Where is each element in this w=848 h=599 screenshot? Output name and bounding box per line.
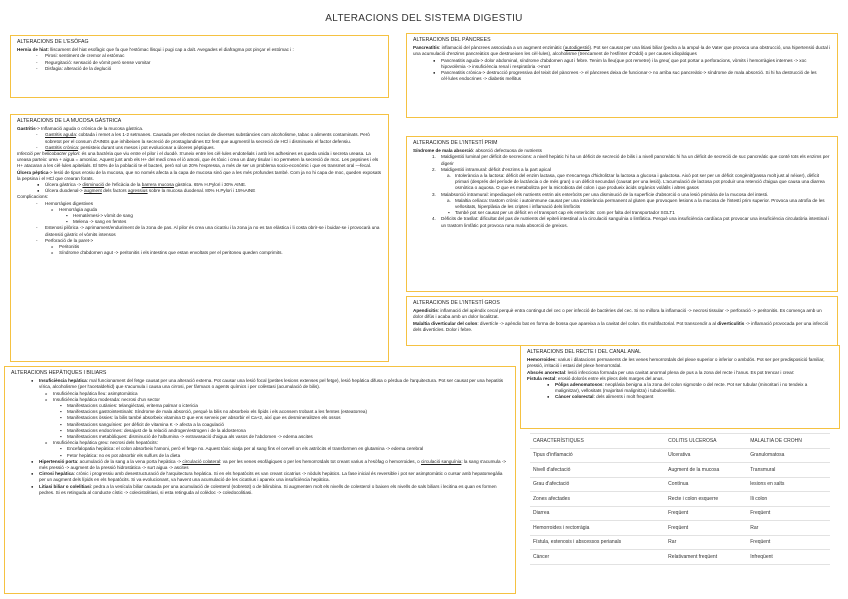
ulc2-u2: agressius — [127, 188, 148, 194]
comparison-table — [530, 433, 830, 565]
pol-term: Pòlips adenomatosos — [555, 382, 603, 388]
ulcera-text: -> lesió de tipus erosiu de la mucosa, que no només afecta a la capa de mucosa sinó que a les més profundes també. Com ja no hi capa de moc, queden exposats la pepsina i el HCl que crearan forats. — [17, 169, 382, 181]
aguda-text: : cobtada i remet a les 1-2 setmanes. Causada per efectes nocius de diverses substàncies com alcoholisme, tabac o aliments contaminats. Però sobretot per el consum d'AINEs que inhibeixen la secreció de prostaglandines E2 fent que augmentil la secreció de HCl i disminueix el factor defensiu. — [45, 132, 370, 144]
ulcera-term: Úlcera pèptica — [17, 169, 49, 175]
ulc2-b: dels factors — [101, 188, 128, 194]
page-title: ALTERACIONS DEL SISTEMA DIGESTIU — [325, 13, 523, 24]
panc-term: Pancreatitis — [413, 45, 440, 51]
cirrosi — [11, 471, 509, 483]
lit-term: Litiasi biliar o colelitiasi — [39, 483, 91, 489]
pancrees-heading: ALTERACIONS DEL PÀNCREES — [413, 37, 491, 43]
num-label: 1. — [432, 154, 436, 160]
ulc1-b: de l'eficàcia de la — [104, 182, 142, 188]
ins-lleu: o Insuficiència hepàtica lleu: asimptomàtica — [11, 391, 509, 397]
ulc2-c: sobre la mucosa duodenal. 80% H.Pylori i 15%AINE — [147, 188, 256, 194]
panc-aguda: ● Pancreatitis aguda-> dolor abdominal, síndrome d'abdomen agut i febre. Tenim la lleu(que pot remetre) i la greu( que pot portar a perforacions, vòmits i hemorràgies internes -> xoc hipovolèmia -> insuficiència renal i respiratòria ->mort — [413, 58, 831, 70]
recte-heading: ALTERACIONS DEL RECTE I DEL CANAL ANAL — [527, 349, 642, 355]
table-cell: Diarrea — [530, 506, 665, 521]
table-cell: Ulcerativa — [665, 448, 747, 463]
intesti-heading: ALTERACIONS DE L'INTESTÍ PRIM — [413, 140, 498, 146]
table-cell: Transmural — [747, 463, 830, 478]
pol-text: : neoplàsia benigna a la zona del colon sigmoïde o del recte. Pot ser tubular (minoritari i no tendeix a malignitzar), vellositats (majoritari malignitza) i tubulovellós. — [555, 382, 808, 394]
ulc2-a: Úlcera duodenal-> — [45, 188, 84, 194]
intesti-item — [413, 216, 831, 228]
fis-term: Fístula rectal — [527, 375, 556, 381]
table-header-row — [530, 434, 830, 449]
table-cell: Càncer — [530, 550, 665, 565]
hip-u2: circulació sanguínia — [421, 458, 462, 464]
table-row — [530, 521, 830, 536]
table-header: COLITIS ULCEROSA — [665, 434, 747, 449]
sind-text: : absorció defectuosa de nutrients — [473, 148, 542, 154]
fis-text: : erosió dolorós entre els plecs dels marges del anus. — [555, 375, 664, 381]
table-row — [530, 463, 830, 478]
perforacio-item: o Síndrome d'abdomen agut -> peritonitis i els intestins que estan envoltats per el peritoneu queden comprimits. — [17, 250, 382, 256]
num-label: 4. — [432, 216, 436, 222]
hip-c: : va per les venes esofàgiques o per les hemorroïdals tot creant varius a l'esòfag o hemorroides, o — [220, 458, 421, 464]
gastritis-term: Gastritis — [17, 126, 36, 132]
perforacio: - Perforació de la paret-> — [17, 238, 382, 244]
greu-item: ▪ Fetor hepàtica: no es pot absorbir els sulfurs de la dieta — [11, 453, 509, 459]
gros-heading: ALTERACIONS DE L'INTESTÍ GROS — [413, 300, 500, 306]
can-term: Càncer colorectal — [555, 394, 594, 400]
table-cell: Ili colon — [747, 492, 830, 507]
gastritis-text: -> Inflamació aguda o crònica de la mucosa gàstrica. — [35, 126, 144, 132]
hip-a: : acumulació de la sang a la vena porta hepàtica -> — [77, 458, 183, 464]
abs-term: Abscés anorectal — [527, 369, 566, 375]
table-cell: Freqüent — [747, 506, 830, 521]
mod-item: ▪ Manifestacions metabòliques: disminució de l'albumina -> extravasació d'aigua als vasos de l'abdomen -> edema ascites — [11, 434, 509, 440]
insuficiencia-hepatica — [11, 378, 509, 390]
hepatic-section — [4, 366, 516, 594]
esofag-heading: ALTERACIONS DE L'ESÒFAG — [17, 39, 89, 45]
mod-item: ▪ Manifestacions cutànies: telangièctasi, eritema palmar o ictericia — [11, 403, 509, 409]
table-row — [530, 506, 830, 521]
cronica-term: Gastritis crònica — [45, 144, 78, 150]
intesti-prim-section — [406, 136, 838, 292]
table-cell: Granulomatosa — [747, 448, 830, 463]
intesti-subitem — [413, 173, 831, 192]
hip-u1: circulació colateral — [182, 458, 221, 464]
table-cell: Freqüent — [747, 535, 830, 550]
hemorragia-item: ▪ Melena -> sang en femtes — [17, 219, 382, 225]
ulc1-u2: barrera mucosa — [141, 182, 174, 188]
table-header: CARACTERÍSTIQUES — [530, 434, 665, 449]
ulc1-u1: disminució — [82, 182, 105, 188]
sind-term: Síndrome de mala absorció — [413, 148, 473, 154]
cancer-colorectal — [527, 394, 833, 400]
infect-text: : és una bactèria que viu entre el pilor i el duodè. S'uneix entre les cèl·lules endotelials i amb les adhesines es queda unida i secreta ureasa. La ureasa parteix: urea + aigua = amoníac. Aquest junt amb els H+ del medi crea el ió amoni, que és tòxic i crea un dany tisular i no permeten la secreció de moc. Les pepsines i els H+ atacaran a les cèl·lules apitelials. El 50% de la població te el bacteri, però sol un 20% l'expressa, a més de ser un problema socio-econòmic i que es transmet oral —fecal. — [17, 151, 379, 169]
can-text: : dels aliments i molt freqüent — [593, 394, 654, 400]
mucosa-section — [10, 114, 389, 362]
table-row — [530, 535, 830, 550]
hip-term: Hipertensió porta — [39, 458, 78, 464]
intesti-subitem — [413, 198, 831, 210]
estenosi: - Estenosi pilòrica -> aprimament/enduriment de la zona de pas. Al pilor és crea una cicatriu i la zona ja no es tan elàstica i li costa obrir-se i buidar-se i provocarà una distensió gàstric el vòmits intensos — [17, 225, 382, 237]
ins-term: Insuficiència hepàtica — [39, 378, 87, 384]
intesti-gros-section — [406, 296, 838, 346]
perforacio-item: o Peritonitis — [17, 244, 382, 250]
intesti-subitem: ▪ També pot ser causat per un dèficit en el transport cap els enteròcits: com per falta del transportador SGLT1 — [413, 210, 831, 216]
table-cell: Grau d'afectació — [530, 477, 665, 492]
lit-text: : pedra a la vesícula biliar causada per una acumulació de colesterol (sobretot) o de bilirubina. Si augmenten molt els nivells de colesterol o baixen els nivells de sals biliars i lecitina es quan es formen pedres. Si es retinguda al conducte cístic -> colecistolitiasi, si esta retinguda al colèdoc -> coledocolitiasi. — [39, 483, 497, 495]
complicacions-label: Complicacions: — [17, 194, 49, 200]
intesti-subitem-text: Malaltia celíaca: trastorn crònic i autoimmune causat per una intolerància permanent al gluten que provoquen lesions a la mucosa de l'intestí prim superior. Provoca una atrofia de les vellositats, hiperplàsia de les criptes i inflamació dels limfòcits — [455, 197, 825, 210]
table-cell: Augment de la mucosa — [665, 463, 747, 478]
intesti-item — [413, 154, 831, 166]
intesti-item-text: Maldigestió luminal per dèficit de secrecions: a nivell hepàtic hi ha un dèficit de secreció de bilis i a nivell pancreàtic hi ha un dèficit de secreció de suc pancreàtic que conté tots els enzims per digerir — [441, 154, 830, 166]
mucosa-heading: ALTERACIONS DE LA MUCOSA GÀSTRICA — [17, 118, 122, 124]
cir-term: Cirrosi hepàtica — [39, 471, 74, 477]
intesti-item-text: Malabsorció intramural: impediaquel els nutrients entrin als enteròcits per una disminució de la superfície d'absorció o una lesió primària de la mucosa del intesti. — [441, 191, 769, 197]
table-cell: Recte i colon esquerre — [665, 492, 747, 507]
div-text: : divertícle -> apèndix bat en forma de bossa que apareixa a la cavitat del colon. És multifactorial. Pot transcendir a al — [477, 320, 718, 326]
esofag-item: - Regurgitació: sensació de vòmit però sense vomitar — [17, 60, 382, 66]
table-row — [530, 492, 830, 507]
ap-term: Apendicitis — [413, 308, 438, 314]
table-cell: Tipus d'inflamació — [530, 448, 665, 463]
infect-term: Infecció per helicobacter pylori — [17, 151, 80, 157]
table-cell: Nivell d'afectació — [530, 463, 665, 478]
recte-section — [520, 345, 840, 429]
table-cell: Freqüent — [665, 506, 747, 521]
div-text-2: -> inflamació provocada per una infecció dels divertícles. Dolor i febre. — [413, 320, 829, 332]
hem-term: Hemorroides — [527, 357, 556, 363]
hipertensio-porta — [11, 459, 509, 471]
polips — [527, 382, 833, 394]
table-cell: lesions en salts — [747, 477, 830, 492]
num-label: 2. — [432, 166, 436, 172]
letter-label: a. — [447, 173, 451, 179]
ap-text: : inflamació del apèndix cecal perquè entra contingut del cec o per infecció de bactèries del cec. Si no millora la inflamació -> necrosi tissular -> perforació -> peritonitis. Es comença amb un dolor difús i acaba amb un dolor localitzat. — [413, 308, 822, 320]
mod-item: ▪ Manifestacions endocrines: desajust de la relació androgen/estrogen i de la aldosterona — [11, 428, 509, 434]
table-cell: Zones afectades — [530, 492, 665, 507]
abs-text: : lesió infecciosa formada per una cavitat anormal plena de pus a la zona del recte i l'anus. Es pot trencar i crear: — [565, 369, 795, 375]
ulc1-a: Úlcera gàstrica -> — [45, 182, 83, 188]
div-term-2: diverticulitis — [717, 320, 745, 326]
ulc2-u1: augment — [83, 188, 102, 194]
table-cell: Fístula, estenosis i abscessos perianals — [530, 535, 665, 550]
table-cell: Rar — [665, 535, 747, 550]
litiasi — [11, 484, 509, 496]
pancrees-section — [406, 33, 838, 118]
hepatic-heading: ALTERACIONS HEPÀTIQUES I BILIARS — [11, 370, 107, 376]
cir-text: : crònic i progressiu amb desestructuració de l'arquitectura hepàtica. Si en els hepatòcits es van creant cicatrius -> nòduls hepàtics. La fase inicial és reversible i pot ser asimptomàtic o cursar amb hepatomegàlia per un augment dels lípids en els hepatòcits. Si va evolucionant, va havent una acumulació de les cicatrius i apareix una insuficiència hepàtica. — [39, 471, 503, 483]
table-cell: Rar — [747, 521, 830, 536]
table-row — [530, 477, 830, 492]
hem-text: : varius i dilatacions permanents de les venes hemorroïdals del plexe superior o inferior o ambdós. Pot ser per predisposició familiar, pressió, irritació i estasi del plexe hemorroïdal. — [527, 357, 825, 369]
esofag-item: - Pirosi: sentiment de cremor al estómac — [17, 53, 382, 59]
panc-a: : inflamació del pàncrees associada a un augment enzimàtic ( — [439, 45, 565, 51]
hernia-term: Hernia de hiat: — [17, 47, 49, 53]
cronica-text: : persisteix durant uns mesos i pot evolucionar a úlceres pèptiques. — [77, 144, 215, 150]
table-row — [530, 550, 830, 565]
esofag-section — [10, 35, 389, 98]
div-term: Malaltia diverticular del colon — [413, 320, 478, 326]
mod-item: ▪ Manifestacions sanguínies: per dèficit de vitamina K -> afecta a la coagulació — [11, 422, 509, 428]
panc-cronica: ● Pancreatitis crònica-> destrucció progressiva del teixit del pàncrees -> el pàncrees deixa de funcionar-> no arriba suc pancreàtic-> síndrome de mala absorció. Si hi ha destrucció de les cèl·lules endocrines -> diabetis mellitus — [413, 70, 831, 82]
num-label: 3. — [432, 191, 436, 197]
hip-d: : la sang s'acumula -> més pressió -> augment de la pressió hidrostàtica -> surt aigua -> ascites — [39, 458, 507, 471]
ulc1-c: gàstrica. 65% H.Pylori i 30% AINE. — [173, 182, 247, 188]
table-header: MALALTIA DE CROHN — [747, 434, 830, 449]
panc-u: autodigestió — [564, 45, 590, 51]
mod-item: ▪ Manifestacions òssies: la bilis també absorbeix vitamina D que ens serveix per absorbir el Ca+2, així que es desmineralitzen els ossos — [11, 415, 509, 421]
panc-c: ). Pot ser causat per una litiasi biliar (pedra a la ampul·la de Vater que provoca una obstrucció, una hipertensió ductal i una acumulació d'enzims pancreàtics que destrueixen les cèl·lules), alcoholisme (trencament de l'esfínter d'Oddi) o per causes idiopàtiques — [413, 45, 831, 57]
table-cell: Contínua — [665, 477, 747, 492]
letter-label: a. — [447, 197, 451, 203]
intesti-subitem-text: Intolerància a la lactosa: dèficit del enzim lactasa, que s'encarrega d'hidrolitzar la lactosa a glucosa i galactosa. Això pot ser per un dèficit congènit(passa molt just al néixer), dèficit primari (després del període de lactància o de més gran) o un dèficit secundari (causat per una lesió). L'acumulació de lactosa pot produir una retenció d'aigua que causa una diarrea osmòtica o aquosa. O que es metabolitza per la microbiota del colon i que produeix àcids orgànics volàtils i altres gasos — [455, 173, 825, 191]
table-cell: Freqüent — [665, 521, 747, 536]
table-row — [530, 448, 830, 463]
table-cell: Hemorroides i rectorràgia — [530, 521, 665, 536]
ins-moderada: o Insuficiència hepàtica moderada: necrosi d'un sector — [11, 397, 509, 403]
table-cell: Infreqüent — [747, 550, 830, 565]
hemorragies: - Hemorràgies digestives — [17, 201, 382, 207]
aguda-term: Gastritis aguda — [45, 132, 76, 138]
greu-item: ▪ Encefalopatia hepàtica: el colon absorbeix l'amoni, però el fetge no. Aquest tòxic viatja per al sang fins el cervell on els astròcits el transformen en glutamina -> edema cerebral — [11, 446, 509, 452]
hemorragia-item: ▪ Hematèmesi-> vòmit de sang — [17, 213, 382, 219]
hemorragia-aguda: o Hemorràgia aguda — [17, 207, 382, 213]
ins-text: : mal funcionament del fetge causat per una alteració externa. Pot causar una lesió focal (petites lesions extenses pel fetge), lesió hepàtica difusa o pèrdua de l'arquitectura. Pot ser causat per una hepatitis vírica, alcoholisme (per l'acetaldehid) que s'acumula i causa una cirrosi, per fàrmacs o agents químics i per colèstasi (acumulació de bilis). — [39, 378, 504, 390]
mod-item: ▪ Manifestacions gastrointestinals: Síndrome de mala absorció, perquè la bilis no absorbeix els lípids i els aconsem trobant a les femtes (esteatorrea) — [11, 409, 509, 415]
esofag-item: - Disfagia: alteració de la deglució — [17, 66, 382, 72]
table-cell: Relativament freqüent — [665, 550, 747, 565]
gastritis-aguda — [17, 132, 382, 144]
ins-greu: o Insuficiència hepàtica greu: necrosi dels hepatòcits: — [11, 440, 509, 446]
intesti-item-text: Maldigestió intramural: dèficit d'enzims a la part apical — [441, 166, 551, 172]
hernia-text: lliscament del hiat esofàgic que fa que l'estómac llisqui i pugi cap a dalt. Avegades el diafragma pot pinçar el estómac i : — [48, 47, 294, 53]
intesti-item-text: Dèficits de trasllat: dificultat del pas de nutrients del epiteli intestinal a la circulació sanguínia o limfàtica. Perquè una insuficiència cardíaca pot provocar una insuficiència circulatòria intestinal i un trastorn limfàtic pot provoca runa mala absorció de greixos. — [441, 216, 830, 228]
